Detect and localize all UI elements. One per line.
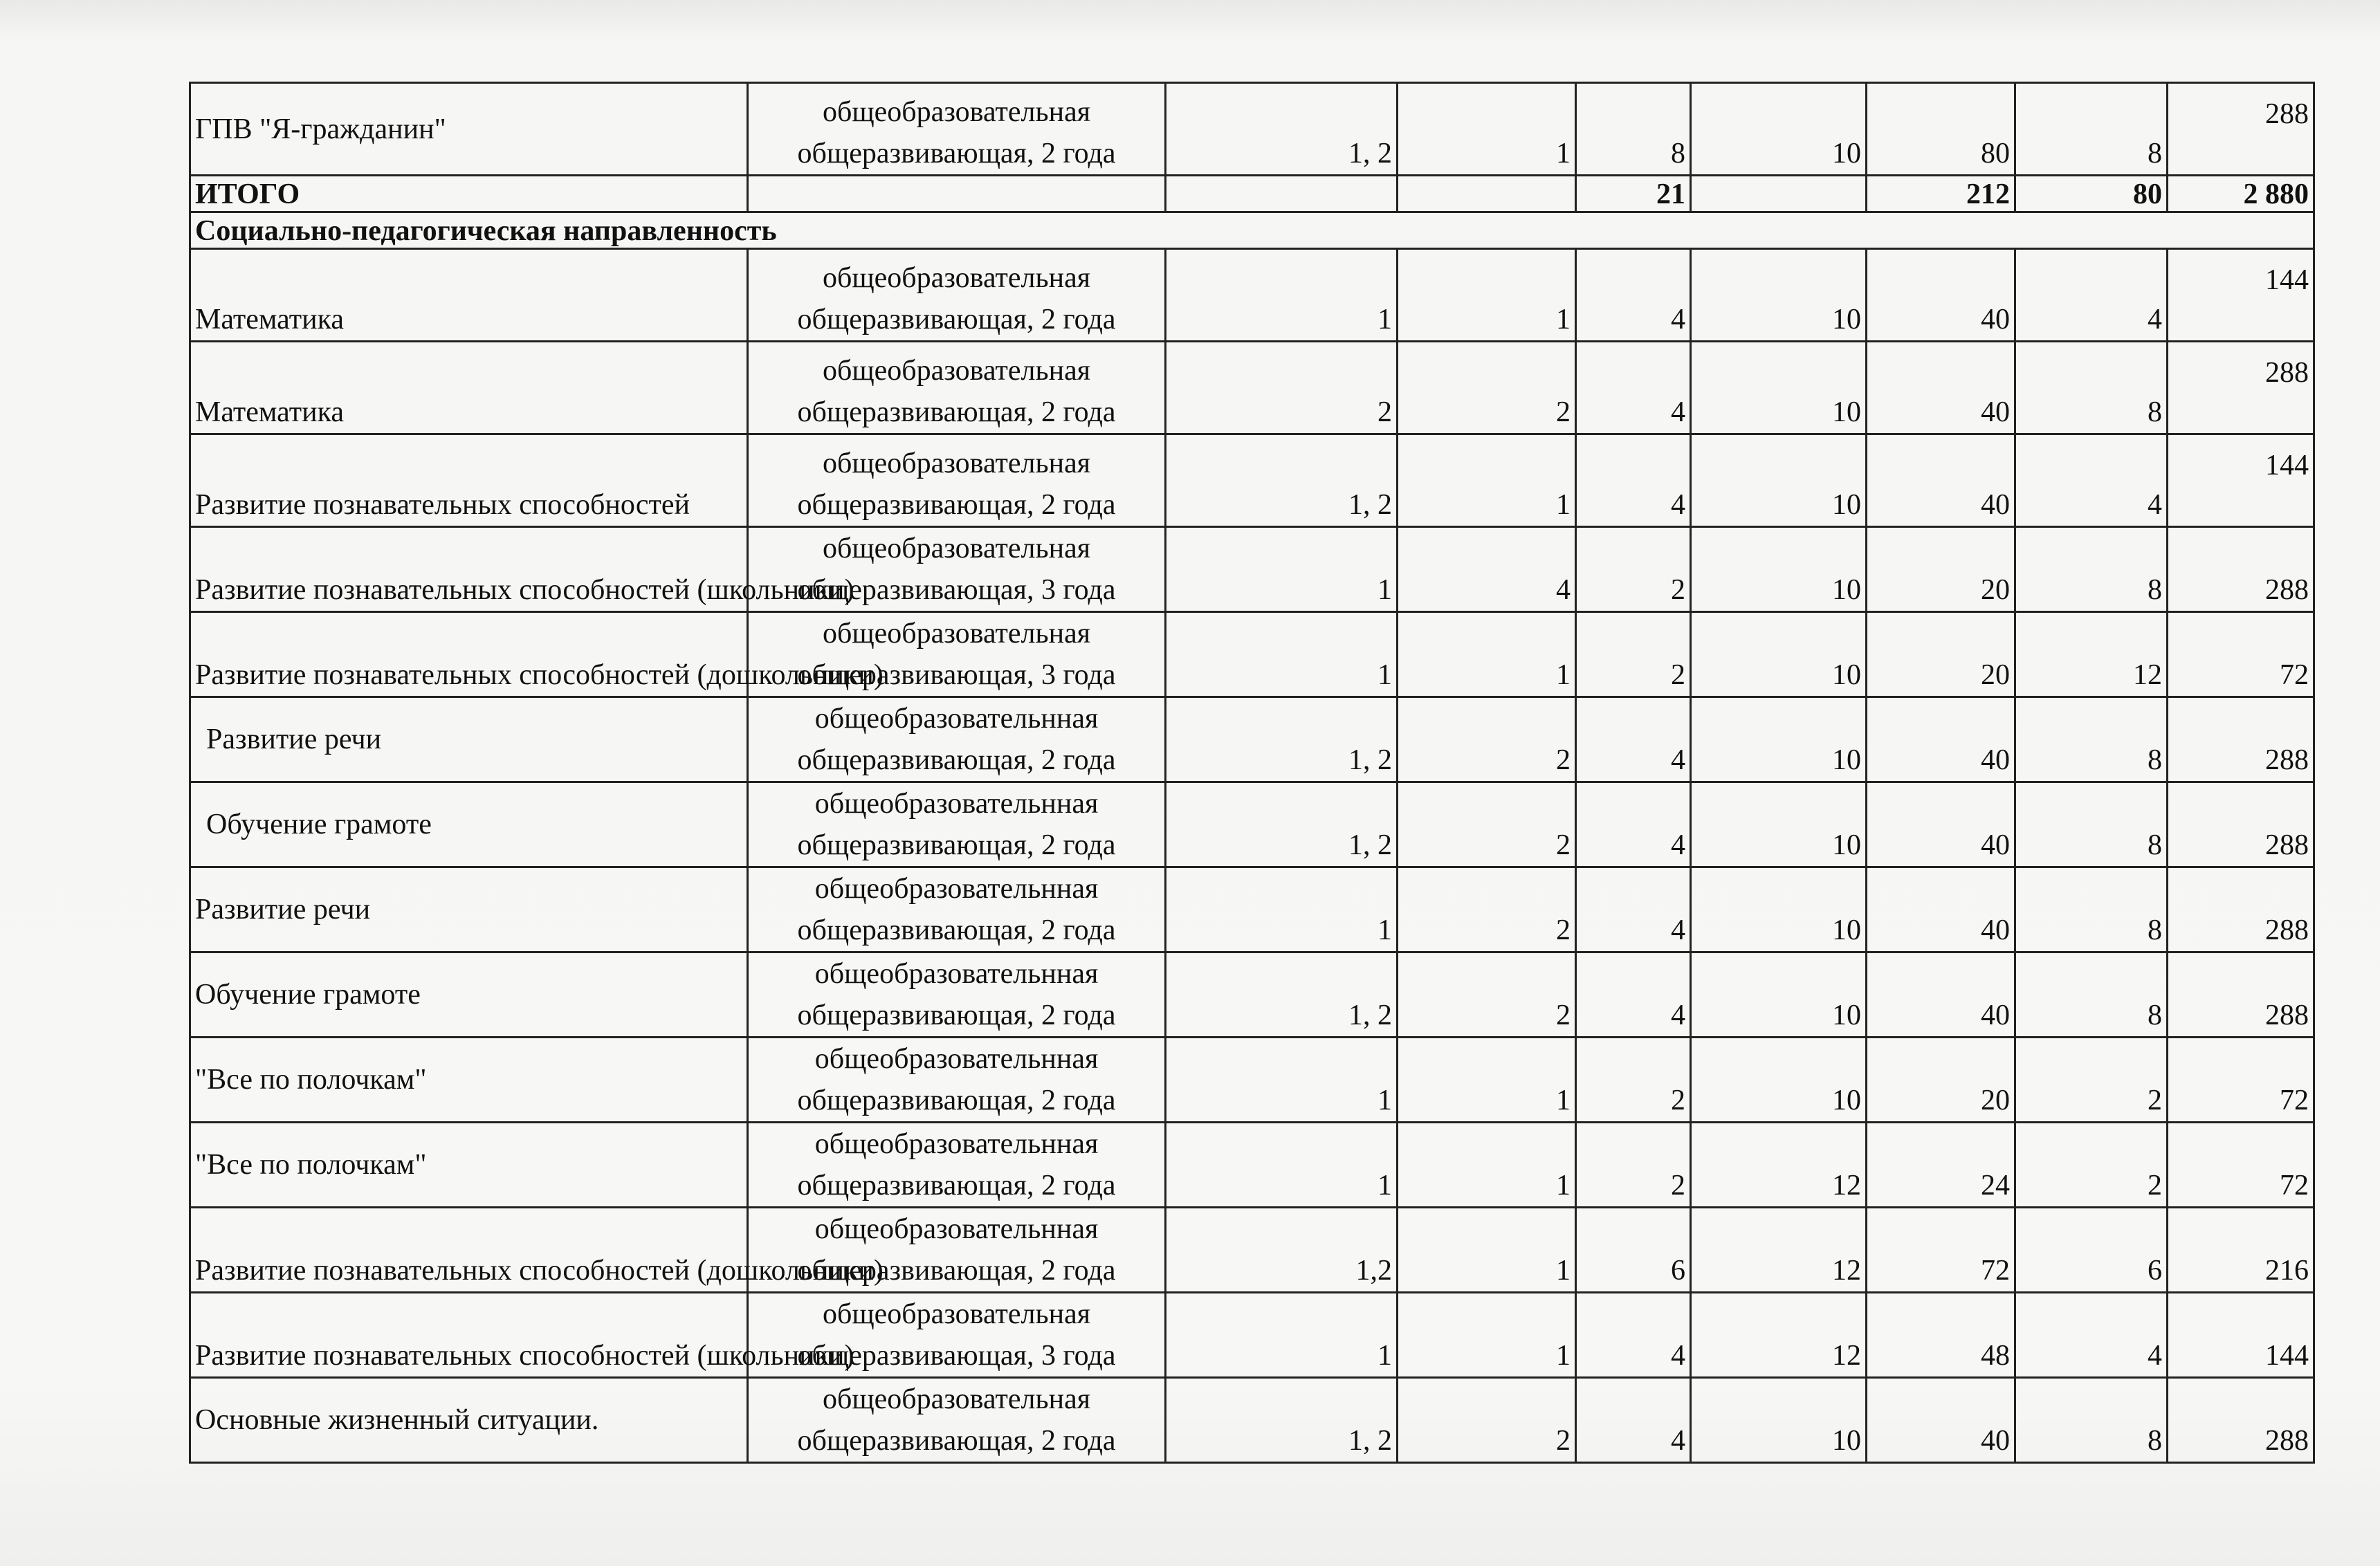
program-name-cell: Обучение грамоте bbox=[190, 952, 748, 1038]
value-cell: 2 bbox=[2015, 1038, 2168, 1123]
value-cell: 24 bbox=[1867, 1123, 2015, 1208]
section-title: Социально-педагогическая направленность bbox=[190, 212, 2314, 249]
value-cell: 8 bbox=[2015, 527, 2168, 612]
program-name-cell: Обучение грамоте bbox=[190, 782, 748, 867]
value-cell: 4 bbox=[2015, 1293, 2168, 1378]
value-cell: 4 bbox=[1576, 782, 1691, 867]
value-cell: 10 bbox=[1691, 1378, 1867, 1463]
value-cell: 2 bbox=[1398, 952, 1576, 1038]
value-cell: 12 bbox=[1691, 1293, 1867, 1378]
value-cell: 12 bbox=[1691, 1208, 1867, 1293]
table-row bbox=[190, 1123, 2314, 1208]
section-row bbox=[190, 212, 2314, 249]
value-cell: 288 bbox=[2168, 342, 2314, 434]
value-cell: 144 bbox=[2168, 434, 2314, 527]
program-type-cell: общеобразовательнная общеразвивающая, 2 года bbox=[748, 867, 1166, 952]
table-row bbox=[190, 1378, 2314, 1463]
value-cell: 4 bbox=[1576, 342, 1691, 434]
program-name-cell: "Все по полочкам" bbox=[190, 1123, 748, 1208]
table-row bbox=[190, 83, 2314, 176]
value-cell: 288 bbox=[2168, 1378, 2314, 1463]
table-row bbox=[190, 697, 2314, 782]
value-cell: 1 bbox=[1398, 1208, 1576, 1293]
program-type-cell: общеобразовательная общеразвивающая, 3 года bbox=[748, 527, 1166, 612]
value-cell: 1, 2 bbox=[1166, 697, 1398, 782]
value-cell: 1 bbox=[1166, 1038, 1398, 1123]
program-type-cell: общеобразовательнная общеразвивающая, 2 года bbox=[748, 782, 1166, 867]
value-cell: 1, 2 bbox=[1166, 952, 1398, 1038]
value-cell: 8 bbox=[2015, 867, 2168, 952]
program-type-cell: общеобразовательная общеразвивающая, 3 года bbox=[748, 1293, 1166, 1378]
value-cell: 10 bbox=[1691, 1038, 1867, 1123]
empty-cell bbox=[1166, 176, 1398, 212]
value-cell: 12 bbox=[2015, 612, 2168, 697]
value-cell: 4 bbox=[1576, 434, 1691, 527]
value-cell: 2 bbox=[1576, 1038, 1691, 1123]
value-cell: 8 bbox=[2015, 1378, 2168, 1463]
value-cell: 1 bbox=[1398, 83, 1576, 176]
value-cell: 10 bbox=[1691, 612, 1867, 697]
value-cell: 8 bbox=[2015, 952, 2168, 1038]
value-cell: 40 bbox=[1867, 249, 2015, 342]
program-type-cell: общеобразовательная общеразвивающая, 2 года bbox=[748, 83, 1166, 176]
value-cell: 40 bbox=[1867, 697, 2015, 782]
table-row bbox=[190, 1208, 2314, 1293]
table-row bbox=[190, 434, 2314, 527]
value-cell: 144 bbox=[2168, 249, 2314, 342]
value-cell: 40 bbox=[1867, 782, 2015, 867]
value-cell: 20 bbox=[1867, 1038, 2015, 1123]
value-cell: 1, 2 bbox=[1166, 434, 1398, 527]
value-cell: 40 bbox=[1867, 1378, 2015, 1463]
value-cell: 1 bbox=[1398, 1293, 1576, 1378]
value-cell: 2 bbox=[1398, 342, 1576, 434]
table-row bbox=[190, 782, 2314, 867]
program-type-cell: общеобразовательнная общеразвивающая, 2 года bbox=[748, 697, 1166, 782]
value-cell: 8 bbox=[2015, 83, 2168, 176]
value-cell: 10 bbox=[1691, 697, 1867, 782]
table-row bbox=[190, 1038, 2314, 1123]
value-cell: 1, 2 bbox=[1166, 83, 1398, 176]
value-cell: 1, 2 bbox=[1166, 782, 1398, 867]
value-cell: 4 bbox=[1576, 249, 1691, 342]
value-cell: 72 bbox=[2168, 1123, 2314, 1208]
value-cell: 1 bbox=[1398, 249, 1576, 342]
program-type-cell: общеобразовательная общеразвивающая, 2 года bbox=[748, 249, 1166, 342]
value-cell: 8 bbox=[2015, 697, 2168, 782]
program-name-cell: Математика bbox=[190, 342, 748, 434]
table-row bbox=[190, 249, 2314, 342]
program-name-cell: ГПВ "Я-гражданин" bbox=[190, 83, 748, 176]
value-cell: 2 bbox=[1398, 697, 1576, 782]
program-name-cell: Развитие познавательных способностей (дошкольники) bbox=[190, 612, 748, 697]
value-cell: 40 bbox=[1867, 342, 2015, 434]
value-cell: 1,2 bbox=[1166, 1208, 1398, 1293]
value-cell: 1 bbox=[1398, 1123, 1576, 1208]
program-name-cell: Развитие речи bbox=[190, 697, 748, 782]
program-name-cell: Развитие познавательных способностей (дошкольники) bbox=[190, 1208, 748, 1293]
value-cell: 2 bbox=[1576, 527, 1691, 612]
value-cell: 6 bbox=[2015, 1208, 2168, 1293]
total-value: 212 bbox=[1867, 176, 2015, 212]
value-cell: 1 bbox=[1166, 1293, 1398, 1378]
value-cell: 10 bbox=[1691, 83, 1867, 176]
value-cell: 10 bbox=[1691, 867, 1867, 952]
value-cell: 4 bbox=[1576, 952, 1691, 1038]
value-cell: 1 bbox=[1166, 249, 1398, 342]
value-cell: 72 bbox=[2168, 612, 2314, 697]
table-row bbox=[190, 527, 2314, 612]
value-cell: 2 bbox=[2015, 1123, 2168, 1208]
total-label: ИТОГО bbox=[190, 176, 748, 212]
value-cell: 4 bbox=[1576, 1378, 1691, 1463]
value-cell: 20 bbox=[1867, 612, 2015, 697]
value-cell: 8 bbox=[2015, 782, 2168, 867]
value-cell: 1 bbox=[1398, 612, 1576, 697]
value-cell: 10 bbox=[1691, 249, 1867, 342]
value-cell: 2 bbox=[1576, 612, 1691, 697]
value-cell: 288 bbox=[2168, 782, 2314, 867]
program-name-cell: "Все по полочкам" bbox=[190, 1038, 748, 1123]
value-cell: 4 bbox=[1576, 1293, 1691, 1378]
value-cell: 2 bbox=[1398, 1378, 1576, 1463]
value-cell: 4 bbox=[1398, 527, 1576, 612]
program-type-cell: общеобразовательнная общеразвивающая, 2 года bbox=[748, 952, 1166, 1038]
value-cell: 1 bbox=[1398, 434, 1576, 527]
value-cell: 48 bbox=[1867, 1293, 2015, 1378]
value-cell: 2 bbox=[1398, 782, 1576, 867]
empty-cell bbox=[748, 176, 1166, 212]
program-name-cell: Развитие познавательных способностей (школьники) bbox=[190, 1293, 748, 1378]
value-cell: 144 bbox=[2168, 1293, 2314, 1378]
value-cell: 1 bbox=[1166, 867, 1398, 952]
value-cell: 288 bbox=[2168, 527, 2314, 612]
total-row bbox=[190, 176, 2314, 212]
value-cell: 72 bbox=[1867, 1208, 2015, 1293]
program-name-cell: Математика bbox=[190, 249, 748, 342]
value-cell: 6 bbox=[1576, 1208, 1691, 1293]
value-cell: 4 bbox=[2015, 434, 2168, 527]
total-value: 2 880 bbox=[2168, 176, 2314, 212]
value-cell: 288 bbox=[2168, 697, 2314, 782]
table-row bbox=[190, 612, 2314, 697]
value-cell: 10 bbox=[1691, 342, 1867, 434]
program-name-cell: Основные жизненный ситуации. bbox=[190, 1378, 748, 1463]
value-cell: 8 bbox=[2015, 342, 2168, 434]
value-cell: 40 bbox=[1867, 867, 2015, 952]
program-type-cell: общеобразовательная общеразвивающая, 2 года bbox=[748, 342, 1166, 434]
value-cell: 10 bbox=[1691, 527, 1867, 612]
table-row bbox=[190, 952, 2314, 1038]
program-name-cell: Развитие познавательных способностей (школьники) bbox=[190, 527, 748, 612]
value-cell: 10 bbox=[1691, 952, 1867, 1038]
program-type-cell: общеобразовательнная общеразвивающая, 2 года bbox=[748, 1123, 1166, 1208]
value-cell: 1, 2 bbox=[1166, 1378, 1398, 1463]
program-type-cell: общеобразовательная общеразвивающая, 2 года bbox=[748, 434, 1166, 527]
value-cell: 1 bbox=[1398, 1038, 1576, 1123]
table-row bbox=[190, 342, 2314, 434]
value-cell: 10 bbox=[1691, 782, 1867, 867]
value-cell: 40 bbox=[1867, 434, 2015, 527]
total-value: 21 bbox=[1576, 176, 1691, 212]
value-cell: 288 bbox=[2168, 952, 2314, 1038]
program-name-cell: Развитие познавательных способностей bbox=[190, 434, 748, 527]
value-cell: 12 bbox=[1691, 1123, 1867, 1208]
total-value: 80 bbox=[2015, 176, 2168, 212]
value-cell: 80 bbox=[1867, 83, 2015, 176]
program-type-cell: общеобразовательнная общеразвивающая, 2 года bbox=[748, 1208, 1166, 1293]
value-cell: 2 bbox=[1166, 342, 1398, 434]
value-cell: 20 bbox=[1867, 527, 2015, 612]
programs-table bbox=[189, 82, 2315, 1464]
value-cell: 8 bbox=[1576, 83, 1691, 176]
value-cell: 288 bbox=[2168, 83, 2314, 176]
value-cell: 1 bbox=[1166, 1123, 1398, 1208]
program-type-cell: общеобразовательнная общеразвивающая, 2 года bbox=[748, 1038, 1166, 1123]
empty-cell bbox=[1691, 176, 1867, 212]
value-cell: 4 bbox=[1576, 697, 1691, 782]
value-cell: 288 bbox=[2168, 867, 2314, 952]
value-cell: 1 bbox=[1166, 527, 1398, 612]
program-type-cell: общеобразовательная общеразвивающая, 2 года bbox=[748, 1378, 1166, 1463]
value-cell: 40 bbox=[1867, 952, 2015, 1038]
value-cell: 216 bbox=[2168, 1208, 2314, 1293]
value-cell: 2 bbox=[1576, 1123, 1691, 1208]
program-name-cell: Развитие речи bbox=[190, 867, 748, 952]
program-type-cell: общеобразовательная общеразвивающая, 3 года bbox=[748, 612, 1166, 697]
value-cell: 2 bbox=[1398, 867, 1576, 952]
table-row bbox=[190, 867, 2314, 952]
value-cell: 4 bbox=[1576, 867, 1691, 952]
value-cell: 72 bbox=[2168, 1038, 2314, 1123]
value-cell: 4 bbox=[2015, 249, 2168, 342]
table-row bbox=[190, 1293, 2314, 1378]
empty-cell bbox=[1398, 176, 1576, 212]
value-cell: 1 bbox=[1166, 612, 1398, 697]
value-cell: 10 bbox=[1691, 434, 1867, 527]
